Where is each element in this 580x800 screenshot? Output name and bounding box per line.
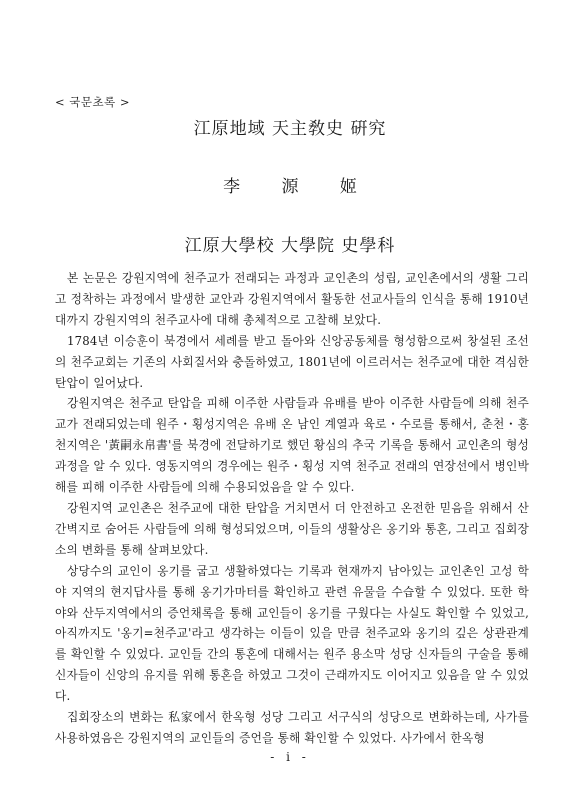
paragraph: 상당수의 교인이 옹기를 굽고 생활하였다는 기록과 현재까지 남아있는 교인촌인 고성 학야 지역의 현지답사를 통해 옹기가마터를 확인하고 관련 유물을 수습할 수 있었다. 또한 학야와 산두지역에서의 증언채록을 통해 교인들이 옹기를 구웠다는 사실도 확인할 수 있었고, 아직까지도 '옹기=천주교'라고 생각하는 이들이 있을 만큼 천주교와 옹기의 깊은 상관관계를 확인할 수 있었다. 교인들 간의 통혼에 대해서는 원주 용소막 성당 신자들의 구술을 통해 신자들이 신앙의 유지를 위해 통혼을 하였고 그것이 근래까지도 이어지고 있음을 알 수 있었다. [55, 563, 529, 704]
author-name: 李 源 姬 [223, 177, 375, 197]
author-affiliation: 江原大學校 大學院 史學科 [184, 236, 396, 256]
paragraph: 집회장소의 변화는 私家에서 한옥형 성당 그리고 서구식의 성당으로 변화하는데, 사가를 사용하였음은 강원지역의 교인들의 증언을 통해 확인할 수 있었다. 사가에서 한옥형 [55, 710, 529, 745]
paragraph: 본 논문은 강원지역에 천주교가 전래되는 과정과 교인촌의 성립, 교인촌에서의 생활 그리고 정착하는 과정에서 발생한 교안과 강원지역에서 활동한 선교사들의 인식을 통해 1910년대까지 강원지역의 천주교사에 대해 총체적으로 고찰해 보았다. [55, 271, 529, 327]
paragraph: 1784년 이승훈이 북경에서 세례를 받고 돌아와 신앙공동체를 형성함으로써 창설된 조선의 천주교회는 기존의 사회질서와 충돌하였고, 1801년에 이르러서는 천주교에 대한 격심한 탄압이 일어났다. [55, 333, 529, 390]
page-number: - i - [270, 750, 310, 764]
abstract-body [55, 268, 529, 749]
section-label: < 국문초록 > [55, 95, 131, 109]
paragraph: 강원지역 교인촌은 천주교에 대한 탄압을 거치면서 더 안전하고 온전한 믿음을 위해서 산간벽지로 숨어든 사람들에 의해 형성되었으며, 이들의 생활상은 옹기와 통혼, 그리고 집회장소의 변화를 통해 살펴보았다. [55, 500, 529, 557]
paragraph: 강원지역은 천주교 탄압을 피해 이주한 사람들과 유배를 받아 이주한 사람들에 의해 천주교가 전래되었는데 원주・횡성지역은 유배 온 남인 계열과 육로・수로를 통해서, 춘천・홍천지역은 '黃嗣永帛書'를 북경에 전달하기로 했던 황심의 추국 기록을 통해서 교인촌의 형성과정을 알 수 있다. 영동지역의 경우에는 원주・횡성 지역 천주교 전래의 연장선에서 병인박해를 피해 이주한 사람들에 의해 수용되었음을 알 수 있다. [55, 396, 529, 495]
page-title: 江原地域 天主敎史 硏究 [193, 119, 387, 139]
